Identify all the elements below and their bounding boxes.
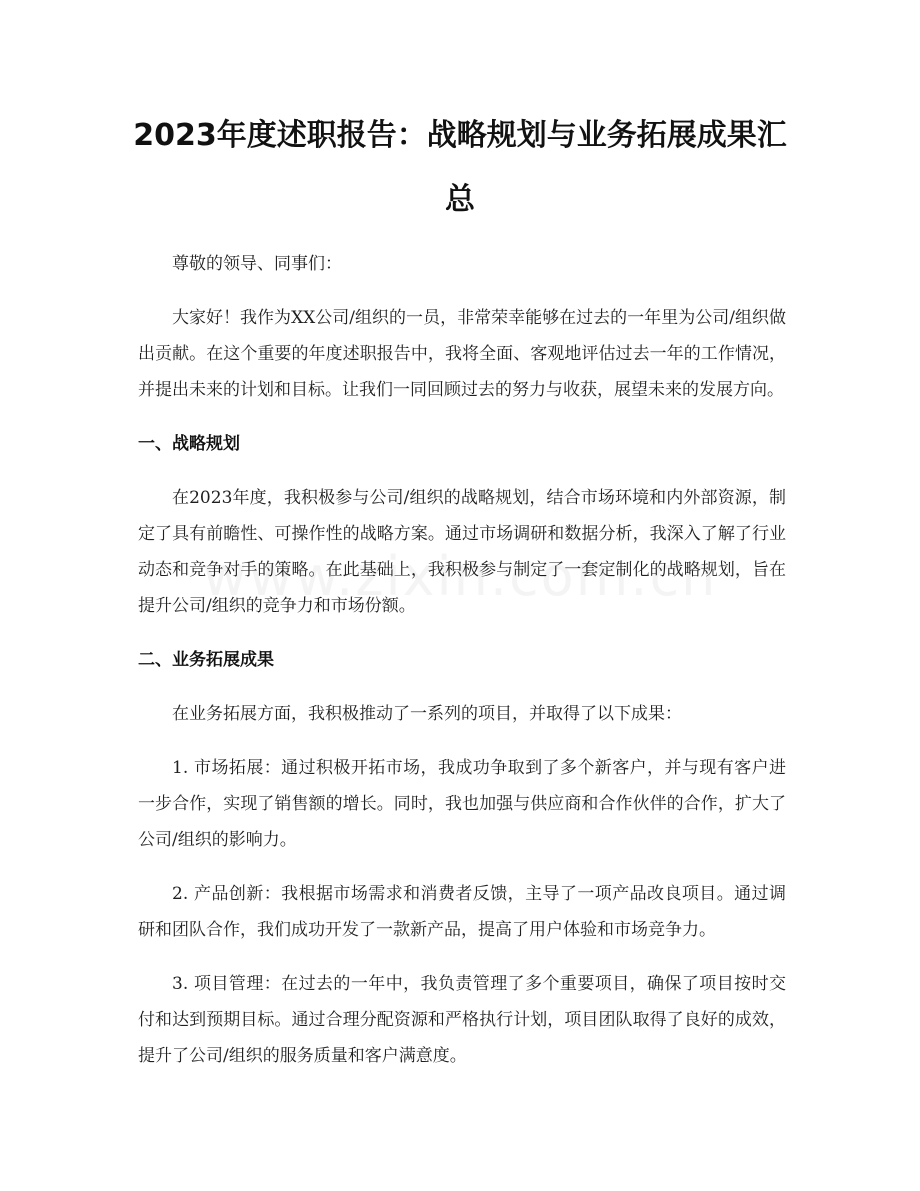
list-item: 2. 产品创新：我根据市场需求和消费者反馈，主导了一项产品改良项目。通过调研和团队合作，我们成功开发了一款新产品，提高了用户体验和市场竞争力。 xyxy=(138,884,786,940)
document-body xyxy=(138,246,786,1092)
business-lead-paragraph: 在业务拓展方面，我积极推动了一系列的项目，并取得了以下成果： xyxy=(172,704,682,724)
intro-paragraph: 大家好！我作为XX公司/组织的一员，非常荣幸能够在过去的一年里为公司/组织做出贡献。在这个重要的年度述职报告中，我将全面、客观地评估过去一年的工作情况，并提出未来的计划和目标。让我们一同回顾过去的努力与收获，展望未来的发展方向。 xyxy=(138,308,786,400)
document-title: 2023年度述职报告：战略规划与业务拓展成果汇总 xyxy=(133,118,787,217)
strategy-paragraph: 在2023年度，我积极参与公司/组织的战略规划，结合市场环境和内外部资源，制定了具有前瞻性、可操作性的战略方案。通过市场调研和数据分析，我深入了解了行业动态和竞争对手的策略。在此基础上，我积极参与制定了一套定制化的战略规划，旨在提升公司/组织的竞争力和市场份额。 xyxy=(138,488,786,616)
list-item: 1. 市场拓展：通过积极开拓市场，我成功争取到了多个新客户，并与现有客户进一步合作，实现了销售额的增长。同时，我也加强与供应商和合作伙伴的合作，扩大了公司/组织的影响力。 xyxy=(138,758,786,850)
section-heading-business: 二、业务拓展成果 xyxy=(138,650,274,670)
list-item: 3. 项目管理：在过去的一年中，我负责管理了多个重要项目，确保了项目按时交付和达到预期目标。通过合理分配资源和严格执行计划，项目团队取得了良好的成效，提升了公司/组织的服务质量和客户满意度。 xyxy=(138,974,786,1066)
section-heading-strategy: 一、战略规划 xyxy=(138,434,240,454)
greeting-paragraph: 尊敬的领导、同事们： xyxy=(172,254,342,274)
